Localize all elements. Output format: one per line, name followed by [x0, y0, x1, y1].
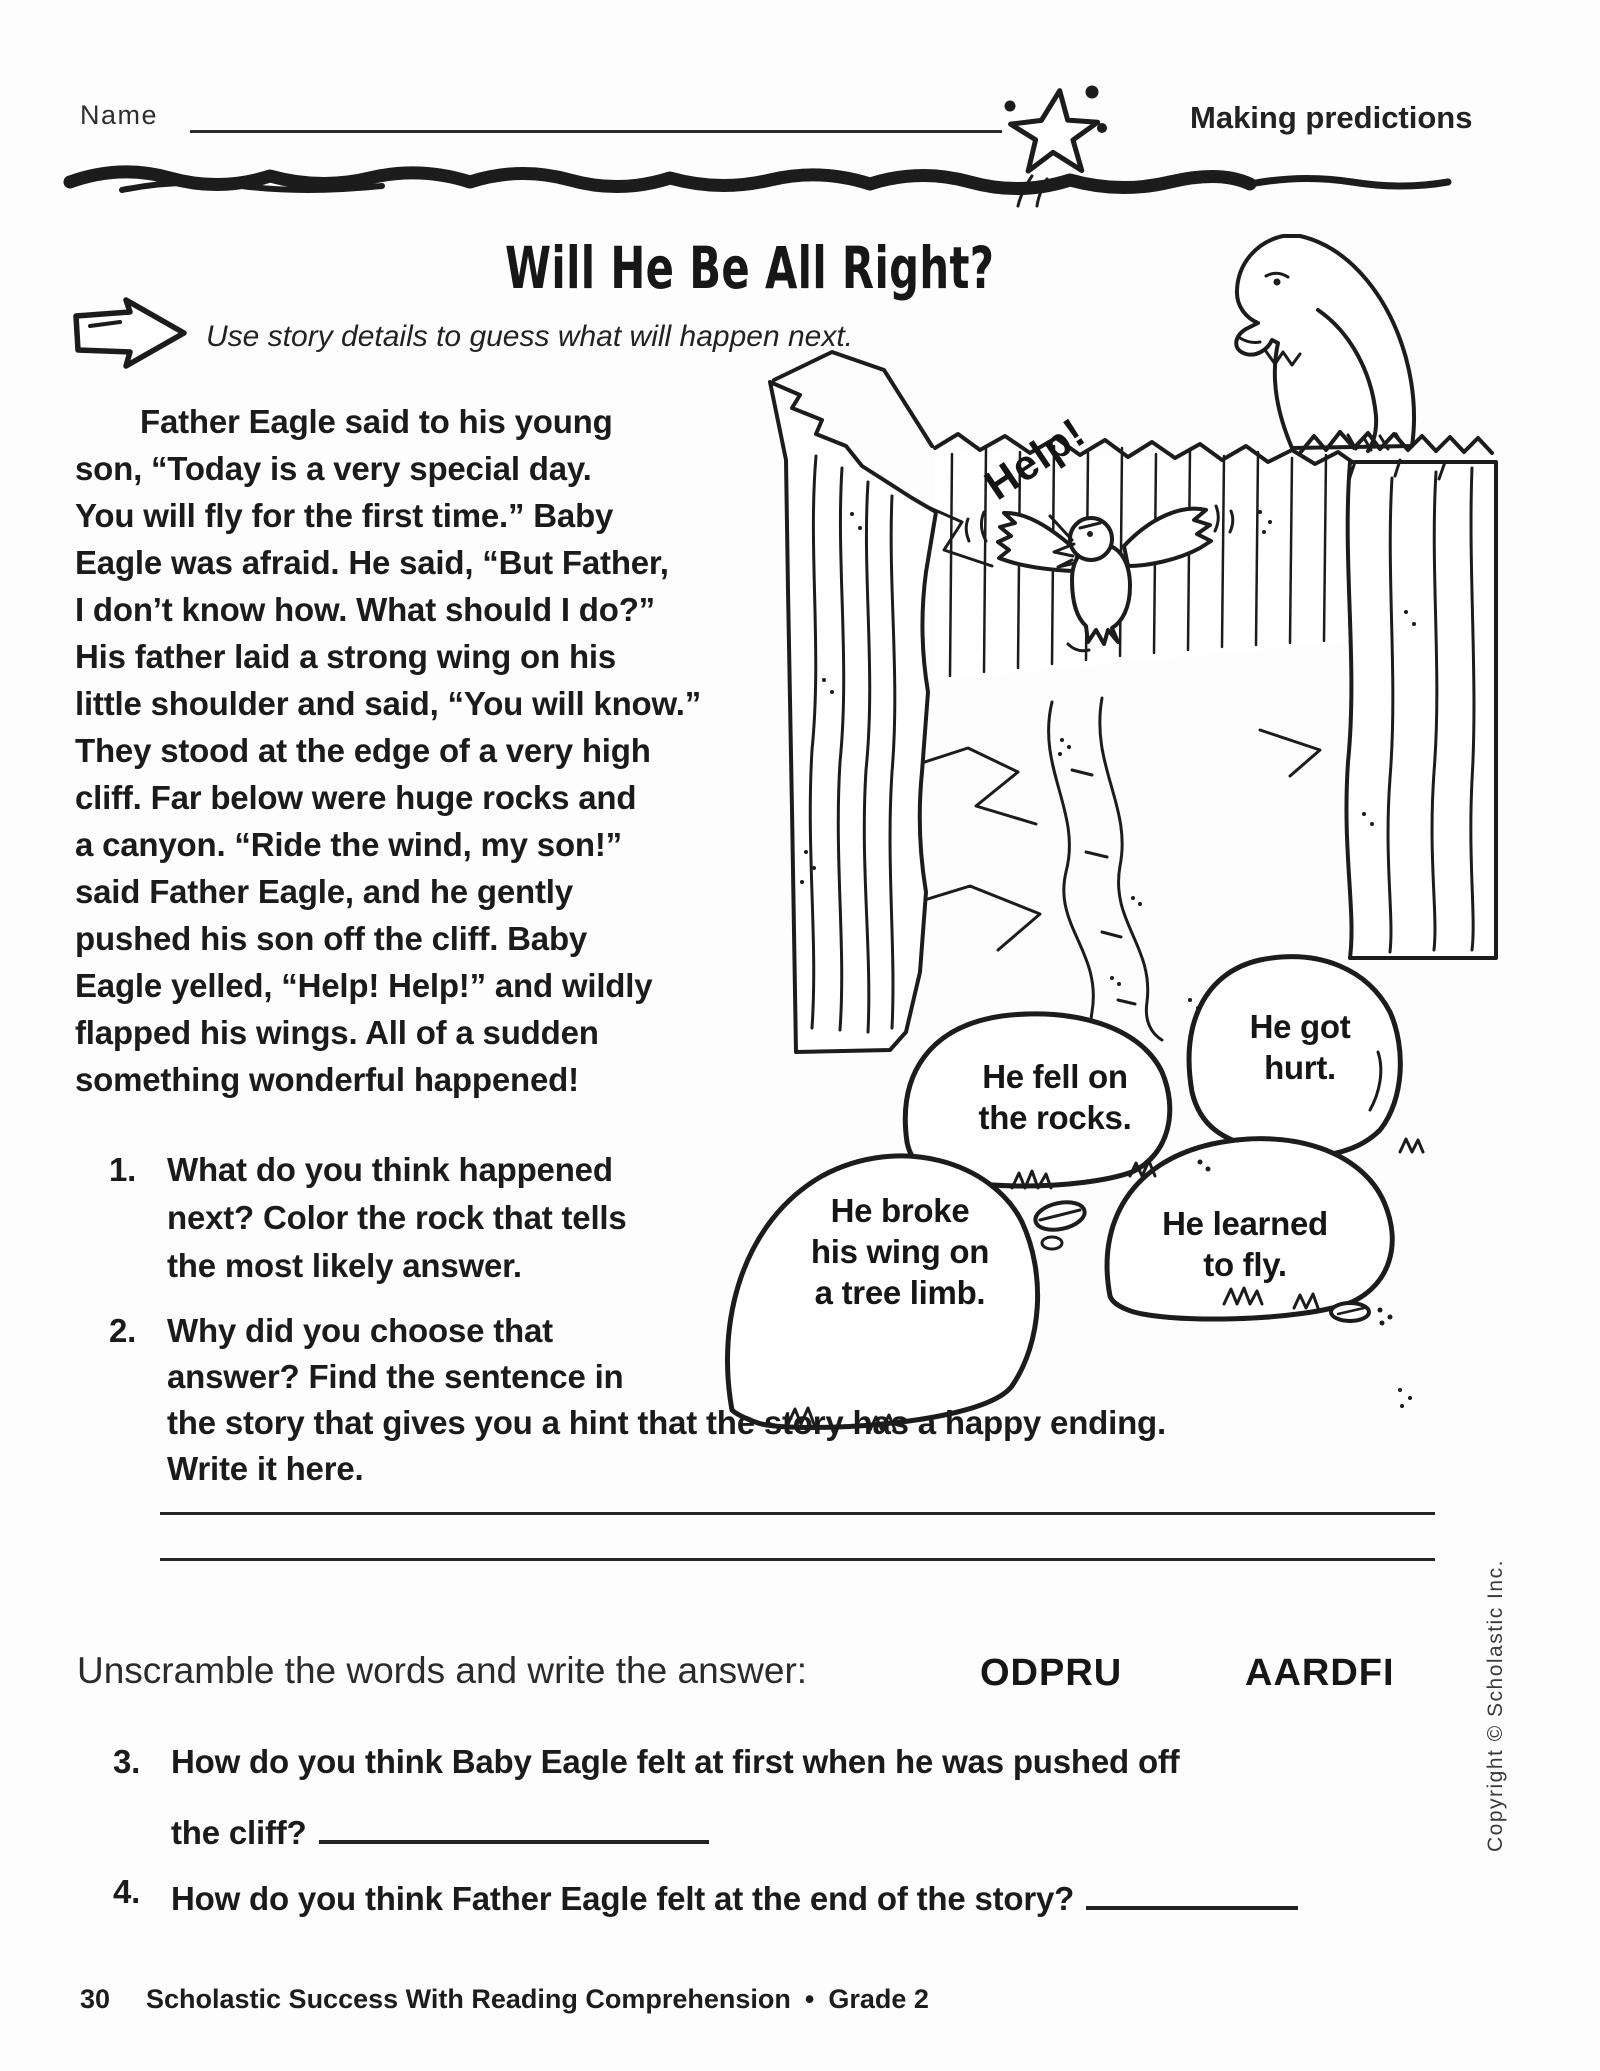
topic-header: Making predictions	[1190, 100, 1473, 135]
story-line: You will fly for the first time.” Baby	[75, 497, 614, 534]
right-cliff	[1346, 462, 1496, 958]
story-line: son, “Today is a very special day.	[75, 450, 592, 487]
question-2: 2. Why did you choose that answer? Find the sentence in the story that gives you a hint that the story has a happy ending. Write it here.	[109, 1308, 1166, 1492]
question-4-number: 4.	[113, 1873, 141, 1910]
book-title-line: Scholastic Success With Reading Comprehension • Grade 2	[146, 1984, 929, 2014]
question-3-blank[interactable]	[319, 1806, 709, 1844]
name-label: Name	[80, 100, 159, 130]
footer-separator: •	[804, 1984, 815, 2014]
story-line: little shoulder and said, “You will know.”	[75, 685, 701, 722]
story-line: His father laid a strong wing on his	[75, 638, 617, 675]
scrambled-word-1: ODPRU	[980, 1652, 1123, 1694]
story-line: Eagle yelled, “Help! Help!” and wildly	[75, 967, 653, 1004]
rock-he-learned-to-fly[interactable]: He learned to fly.	[1162, 1205, 1328, 1283]
arrow-icon	[66, 294, 194, 372]
story-line: cliff. Far below were huge rocks and	[75, 779, 637, 816]
story-line: pushed his son off the cliff. Baby	[75, 920, 588, 957]
unscramble-prompt: Unscramble the words and write the answer:	[77, 1650, 808, 1691]
story-line: I don’t know how. What should I do?”	[75, 591, 655, 628]
father-eagle	[1236, 236, 1492, 480]
name-line[interactable]	[190, 130, 1002, 133]
copyright-notice: Copyright © Scholastic Inc.	[1484, 1559, 1507, 1852]
rock-he-fell-on-the-rocks[interactable]: He fell on the rocks.	[978, 1058, 1132, 1136]
question-3-number: 3.	[113, 1743, 141, 1780]
scrambled-word-2: AARDFI	[1245, 1652, 1395, 1694]
question-4: 4. How do you think Father Eagle felt at the end of the story?	[113, 1872, 1298, 1919]
story-line: Father Eagle said to his young	[140, 403, 613, 440]
rock-he-got-hurt[interactable]: He got hurt.	[1249, 1008, 1351, 1086]
wavy-divider	[62, 152, 1454, 208]
page-title: Will He Be All Right?	[505, 234, 995, 302]
question-2-number: 2.	[109, 1312, 137, 1349]
question-3: 3. How do you think Baby Eagle felt at first when he was pushed off the cliff?	[113, 1743, 1180, 1851]
story-line: something wonderful happened!	[75, 1061, 579, 1098]
left-cliff	[770, 352, 936, 1052]
canyon-illustration	[700, 210, 1500, 1445]
rock-he-broke-his-wing[interactable]: He broke his wing on a tree limb.	[810, 1192, 990, 1311]
story-line: a canyon. “Ride the wind, my son!”	[75, 826, 622, 863]
story-line: flapped his wings. All of a sudden	[75, 1014, 599, 1051]
page-number: 30	[80, 1984, 111, 2014]
story-line: They stood at the edge of a very high	[75, 732, 651, 769]
story-text	[75, 398, 701, 1103]
question-4-blank[interactable]	[1086, 1872, 1298, 1910]
question-1-number: 1.	[109, 1151, 137, 1188]
subtitle: Use story details to guess what will happen next.	[206, 320, 854, 353]
answer-write-line-1[interactable]	[160, 1512, 1435, 1515]
help-speech-text: Help!	[975, 408, 1094, 509]
river	[1049, 698, 1162, 1052]
story-line: Eagle was afraid. He said, “But Father,	[75, 544, 669, 581]
question-1: 1. What do you think happened next? Color the rock that tells the most likely answer.	[109, 1146, 627, 1290]
answer-write-line-2[interactable]	[160, 1558, 1435, 1561]
story-line: said Father Eagle, and he gently	[75, 873, 573, 910]
